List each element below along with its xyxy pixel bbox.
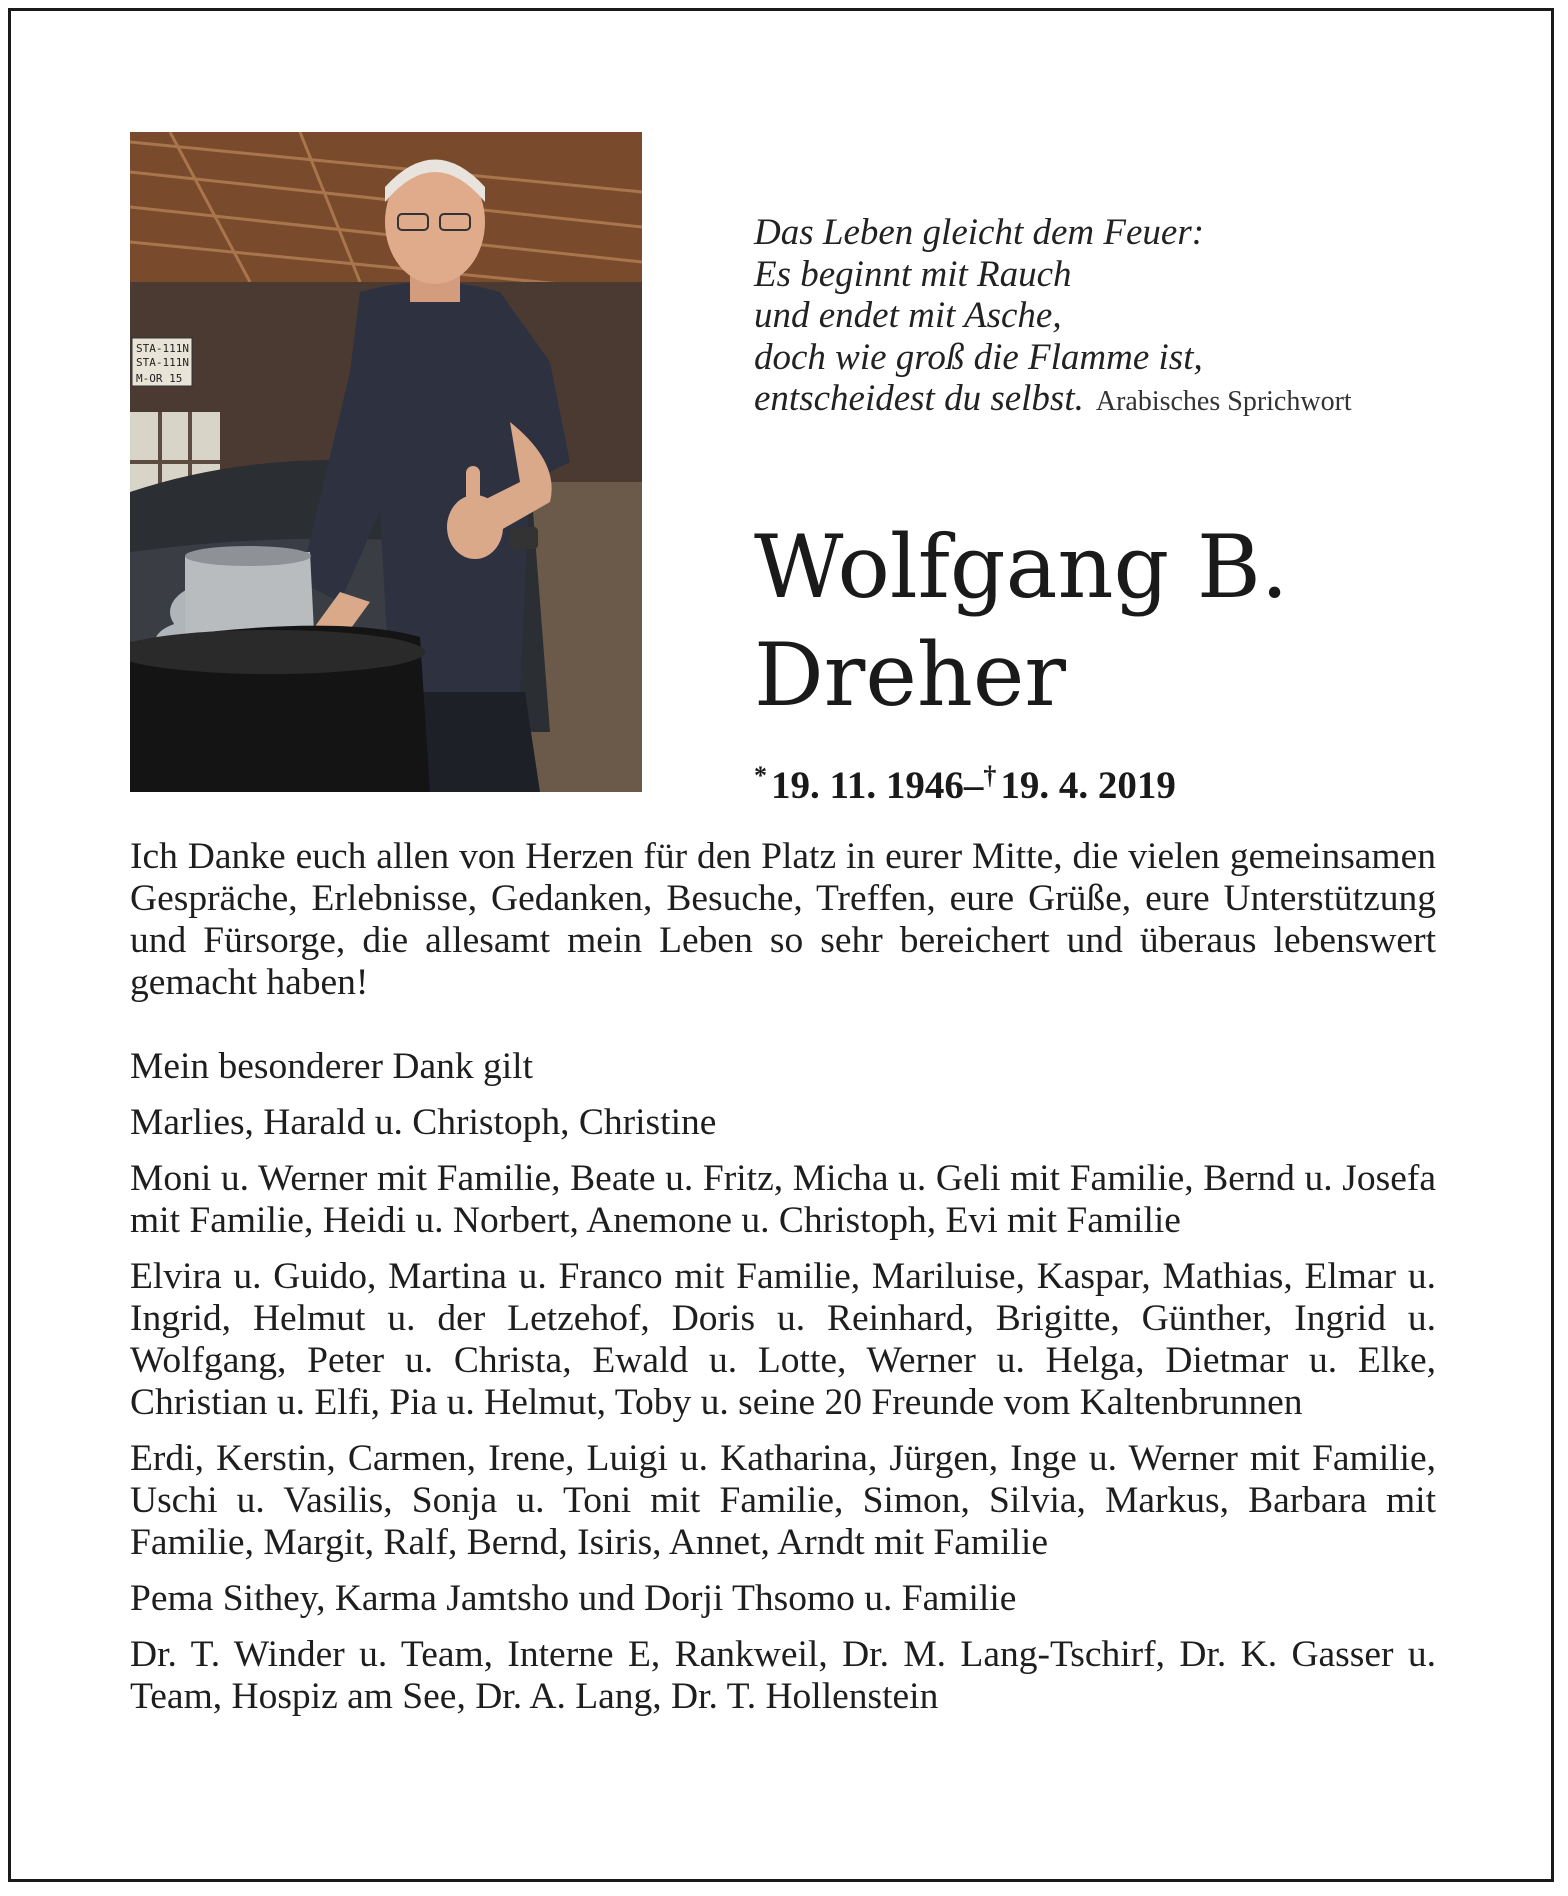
deceased-name bbox=[754, 513, 1514, 729]
thanks-group: Pema Sithey, Karma Jamtsho und Dorji Thsomo u. Familie bbox=[130, 1578, 1017, 1619]
thanks-intro: Mein besonderer Dank gilt bbox=[130, 1046, 534, 1087]
sign-line-1: STA-111N bbox=[136, 342, 189, 355]
thanks-group: Dr. T. Winder u. Team, Interne E, Rankweil, Dr. M. Lang-Tschirf, Dr. K. Gasser u. Team, Hospiz am See, Dr. A. Lang, Dr. T. Hollenstein bbox=[130, 1634, 1436, 1717]
quote-line: entscheidest du selbst. bbox=[754, 378, 1084, 419]
gratitude-message: Ich Danke euch allen von Herzen für den Platz in eurer Mitte, die vielen gemeinsamen Gespräche, Erlebnisse, Gedanken, Besuche, Treffen, eure Grüße, eure Unterstützung und Fürsorge, die allesamt mein Leben so sehr bereichert und überaus lebenswert gemacht haben! bbox=[130, 836, 1436, 1003]
thanks-group: Marlies, Harald u. Christoph, Christine bbox=[130, 1102, 717, 1143]
sign-line-2: STA-111N bbox=[136, 356, 189, 369]
birth-date: 19. 11. 1946 bbox=[771, 764, 964, 807]
thanks-group: Elvira u. Guido, Martina u. Franco mit Familie, Mariluise, Kaspar, Mathias, Elmar u. Ingrid, Helmut u. der Letzehof, Doris u. Reinhard, Brigitte, Günther, Ingrid u. Wolfgang, Peter u. Christa, Ewald u. Lotte, Werner u. Helga, Dietmar u. Elke, Christian u. Elfi, Pia u. Helmut, Toby u. seine 20 Freunde vom Kaltenbrunnen bbox=[130, 1256, 1436, 1423]
death-mark: † bbox=[983, 761, 997, 790]
quote-line-last bbox=[754, 378, 1474, 423]
portrait-photo bbox=[130, 132, 642, 792]
sign-line-3: M-OR 15 bbox=[136, 372, 183, 385]
quote-line: doch wie groß die Flamme ist, bbox=[754, 336, 1203, 378]
quote-line: und endet mit Asche, bbox=[754, 295, 1062, 336]
name-second-line: Dreher bbox=[754, 624, 1066, 726]
life-dates bbox=[754, 752, 1176, 810]
date-separator: – bbox=[963, 764, 984, 807]
thanks-group: Erdi, Kerstin, Carmen, Irene, Luigi u. Katharina, Jürgen, Inge u. Werner mit Familie, Uschi u. Vasilis, Sonja u. Toni mit Familie, Simon, Silvia, Markus, Barbara mit Familie, Margit, Ralf, Bernd, Isiris, Annet, Arndt mit Familie bbox=[130, 1438, 1436, 1563]
quote-line: Das Leben gleicht dem Feuer: bbox=[754, 212, 1205, 253]
proverb-quote bbox=[754, 212, 1474, 423]
quote-source: Arabisches Sprichwort bbox=[1095, 386, 1352, 417]
quote-line: Es beginnt mit Rauch bbox=[754, 253, 1072, 295]
death-date: 19. 4. 2019 bbox=[1000, 764, 1176, 807]
name-first-line: Wolfgang B. bbox=[754, 516, 1289, 618]
thanks-group: Moni u. Werner mit Familie, Beate u. Fritz, Micha u. Geli mit Familie, Bernd u. Josefa mit Familie, Heidi u. Norbert, Anemone u. Christoph, Evi mit Familie bbox=[130, 1158, 1436, 1241]
birth-mark: * bbox=[754, 761, 767, 790]
notice-body bbox=[130, 836, 1436, 1718]
